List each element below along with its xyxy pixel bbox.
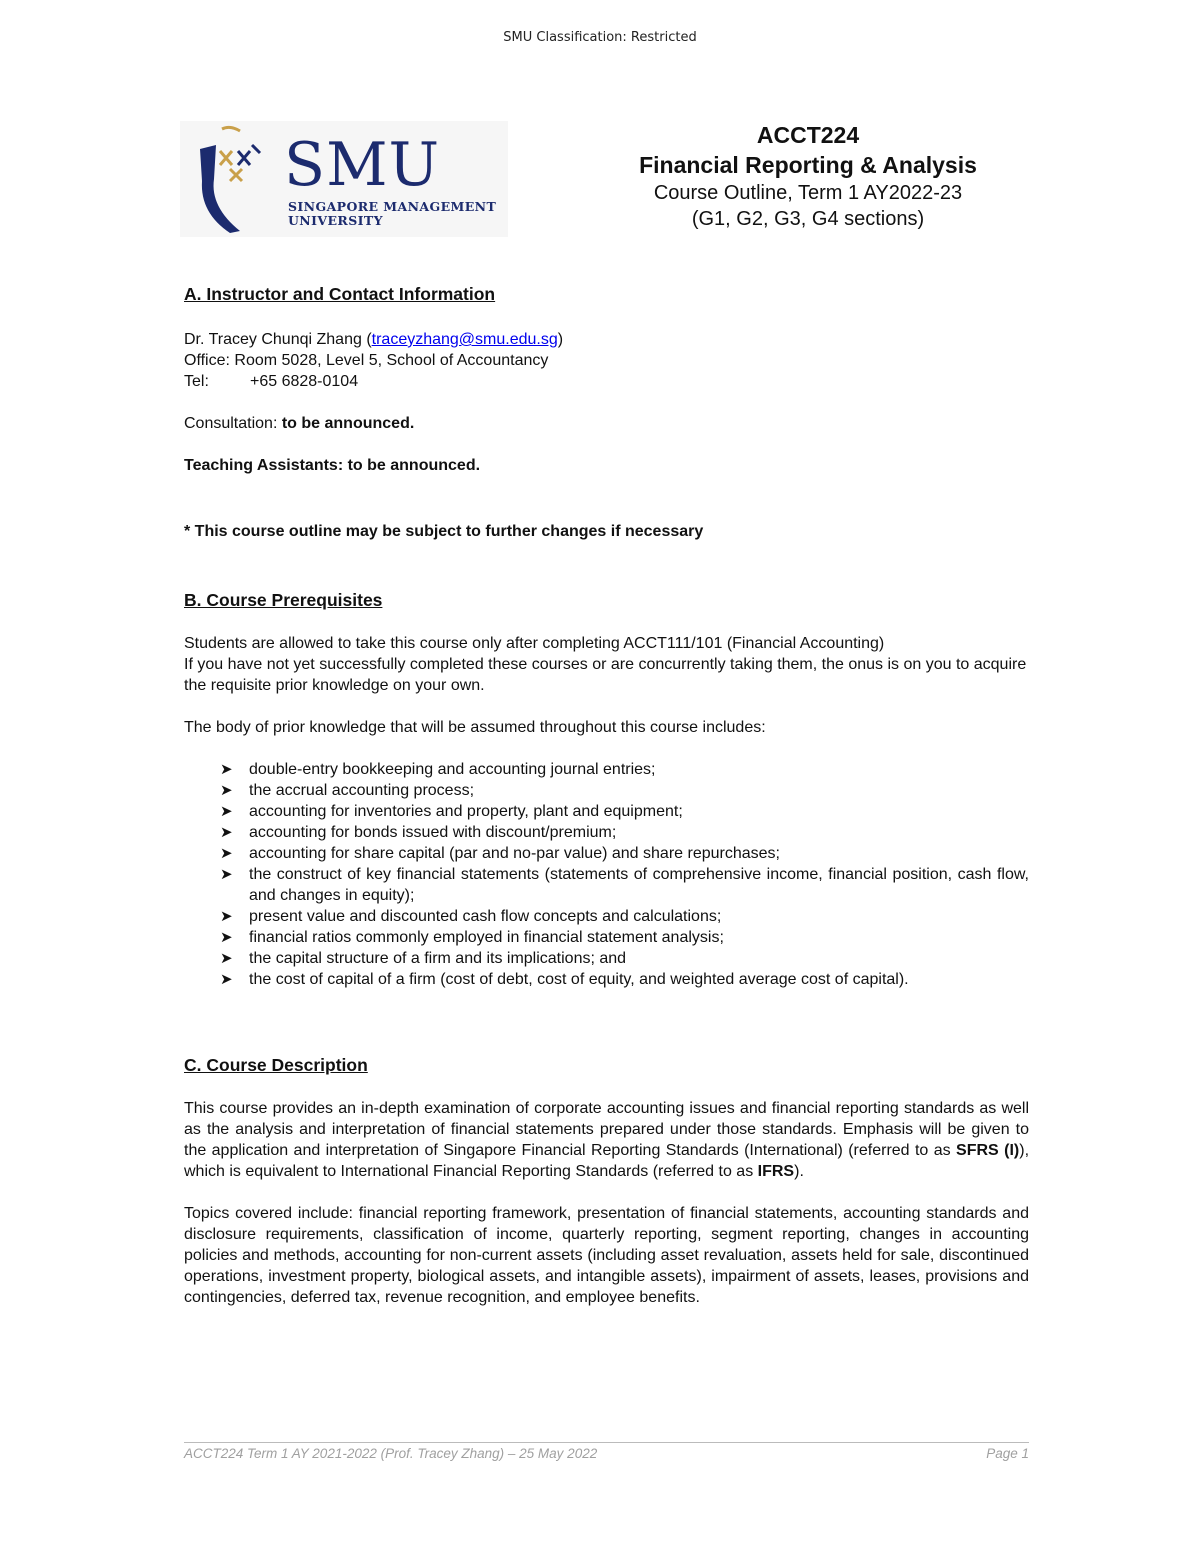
list-item-text: accounting for bonds issued with discount/premium; — [249, 824, 617, 841]
subject-to-change-note: * This course outline may be subject to further changes if necessary — [184, 523, 704, 540]
list-item-text: financial ratios commonly employed in financial statement analysis; — [249, 929, 724, 946]
list-item-text: present value and discounted cash flow concepts and calculations; — [249, 908, 722, 925]
instructor-email-link[interactable]: traceyzhang@smu.edu.sg — [371, 331, 558, 348]
logo-subline — [288, 200, 496, 228]
consultation-line — [184, 413, 1029, 434]
logo-wordmark: SMU — [284, 130, 441, 200]
classification-header: SMU Classification: Restricted — [503, 30, 697, 45]
course-outline-term: Course Outline, Term 1 AY2022-23 — [653, 182, 963, 204]
list-item — [184, 759, 1029, 780]
list-item — [184, 780, 1029, 801]
title-block — [588, 120, 1028, 232]
arrowhead-bullet-icon: ➤ — [220, 866, 233, 883]
list-item-text: double-entry bookkeeping and accounting journal entries; — [249, 761, 656, 778]
ifrs-term: IFRS — [757, 1163, 795, 1180]
tel-line — [184, 371, 1029, 392]
arrowhead-bullet-icon: ➤ — [220, 803, 233, 820]
footer-course-info: ACCT224 Term 1 AY 2021-2022 (Prof. Tracey Zhang) – 25 May 2022 — [184, 1446, 598, 1461]
prereq-line-1: Students are allowed to take this course only after completing ACCT111/101 (Financial Accounting) — [184, 635, 885, 652]
arrowhead-bullet-icon: ➤ — [220, 950, 233, 967]
office-line: Office: Room 5028, Level 5, School of Accountancy — [184, 352, 549, 369]
list-item — [184, 843, 1029, 864]
list-item-text: the cost of capital of a firm (cost of debt, cost of equity, and weighted average cost of capital). — [249, 971, 909, 988]
section-c-heading: C. Course Description — [184, 1055, 368, 1075]
arrowhead-bullet-icon: ➤ — [220, 782, 233, 799]
list-item-text: the accrual accounting process; — [249, 782, 475, 799]
arrowhead-bullet-icon: ➤ — [220, 761, 233, 778]
arrowhead-bullet-icon: ➤ — [220, 824, 233, 841]
smu-logo — [180, 121, 508, 237]
footer-page-number: Page 1 — [986, 1446, 1029, 1461]
arrowhead-bullet-icon: ➤ — [220, 971, 233, 988]
document-body — [184, 283, 1029, 1308]
list-item — [184, 948, 1029, 969]
instructor-name: Dr. Tracey Chunqi Zhang ( — [184, 331, 372, 348]
list-item — [184, 801, 1029, 822]
list-item — [184, 864, 1029, 906]
tel-value: +65 6828-0104 — [250, 373, 359, 390]
course-name: Financial Reporting & Analysis — [639, 152, 977, 178]
description-text: This course provides an in-depth examination of corporate accounting issues and financial reporting standards as well as the analysis and interpretation of financial statements prepared under those standards. Emphasis will be given to the application and interpretation of Singapore Financial Reporting Standards (International) (referred to as — [184, 1100, 1029, 1159]
course-description-para-1 — [184, 1098, 1029, 1182]
arrowhead-bullet-icon: ➤ — [220, 845, 233, 862]
description-text: ), which is equivalent to International Financial Reporting Standards (referred to as — [184, 1142, 1030, 1180]
consultation-label: Consultation: — [184, 415, 282, 432]
logo-subline-2: UNIVERSITY — [288, 213, 383, 228]
smu-crest-icon — [180, 121, 290, 237]
arrowhead-bullet-icon: ➤ — [220, 929, 233, 946]
tel-label: Tel: — [184, 373, 209, 390]
course-code: ACCT224 — [756, 122, 860, 148]
list-item-text: accounting for share capital (par and no-par value) and share repurchases; — [249, 845, 780, 862]
list-item — [184, 822, 1029, 843]
list-item — [184, 906, 1029, 927]
sfrs-term: SFRS (I) — [956, 1142, 1020, 1159]
teaching-assistants-line: Teaching Assistants: to be announced. — [184, 457, 481, 474]
page-footer — [184, 1442, 1029, 1461]
list-item — [184, 927, 1029, 948]
list-item-text: the capital structure of a firm and its implications; and — [249, 950, 627, 967]
instructor-suffix: ) — [557, 331, 564, 348]
section-b-heading: B. Course Prerequisites — [184, 590, 383, 610]
section-a-heading: A. Instructor and Contact Information — [184, 284, 496, 304]
description-text: ). — [794, 1163, 804, 1180]
consultation-value: to be announced. — [281, 415, 415, 432]
logo-subline-1: SINGAPORE MANAGEMENT — [288, 199, 497, 214]
course-description-para-2: Topics covered include: financial reporting framework, presentation of financial statements, accounting standards and disclosure requirements, classification of income, quarterly reporting, segment reporting, changes in accounting policies and methods, accounting for non-current assets (including asset revaluation, assets held for sale, discontinued operations, investment property, biological assets, and intangible assets), impairment of assets, leases, provisions and contingencies, deferred tax, revenue recognition, and employee benefits. — [184, 1205, 1029, 1306]
arrowhead-bullet-icon: ➤ — [220, 908, 233, 925]
prior-knowledge-intro: The body of prior knowledge that will be assumed throughout this course includes: — [184, 719, 766, 736]
prior-knowledge-list — [184, 759, 1029, 990]
list-item-text: the construct of key financial statements (statements of comprehensive income, financial position, cash flow, and changes in equity); — [249, 866, 1029, 904]
course-sections: (G1, G2, G3, G4 sections) — [691, 208, 925, 230]
list-item — [184, 969, 1029, 990]
prereq-line-2: If you have not yet successfully completed these courses or are concurrently taking them, the onus is on you to acquire the requisite prior knowledge on your own. — [184, 656, 1027, 694]
list-item-text: accounting for inventories and property, plant and equipment; — [249, 803, 683, 820]
instructor-line — [184, 329, 1029, 350]
